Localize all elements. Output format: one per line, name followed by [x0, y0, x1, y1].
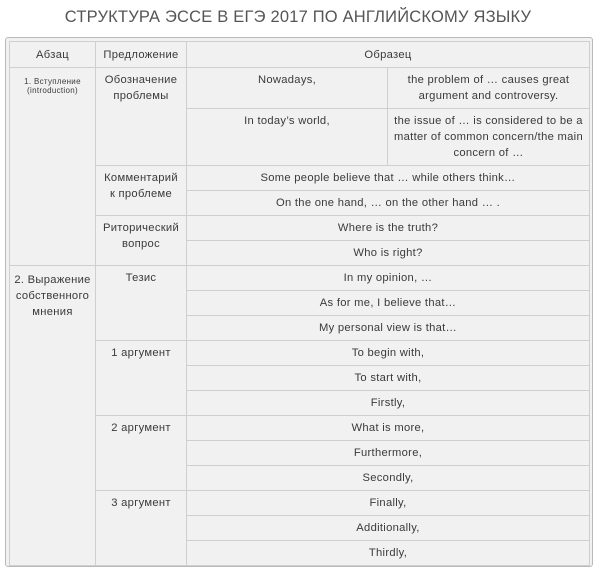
sentence-comment: Комментарий к проблеме — [96, 166, 187, 216]
sentence-arg1: 1 аргумент — [96, 341, 187, 416]
sample-cell: Thirdly, — [187, 541, 590, 566]
sample-cell: Where is the truth? — [187, 216, 590, 241]
sample-cell: Who is right? — [187, 241, 590, 266]
table-row — [10, 341, 590, 366]
sample-cell: Finally, — [187, 491, 590, 516]
sample-cell: Furthermore, — [187, 441, 590, 466]
sample-cell: Secondly, — [187, 466, 590, 491]
paragraph-2-cell: 2. Выражение собственного мнения — [10, 266, 96, 566]
sample-cell: To begin with, — [187, 341, 590, 366]
sample-cell: In today’s world, — [187, 109, 388, 166]
header-paragraph: Абзац — [10, 42, 96, 68]
table-row — [10, 68, 590, 109]
sample-cell: Firstly, — [187, 391, 590, 416]
table-row — [10, 266, 590, 291]
sentence-arg3: 3 аргумент — [96, 491, 187, 566]
sample-cell: Some people believe that … while others think… — [187, 166, 590, 191]
sample-cell: My personal view is that… — [187, 316, 590, 341]
page-title: СТРУКТУРА ЭССЕ В ЕГЭ 2017 ПО АНГЛИЙСКОМУ ЯЗЫКУ — [0, 8, 596, 27]
table-header-row — [10, 42, 590, 68]
paragraph-1-cell: 1. Вступление (introduction) — [10, 68, 96, 266]
sample-cell: To start with, — [187, 366, 590, 391]
sample-cell: Additionally, — [187, 516, 590, 541]
header-sample: Образец — [187, 42, 590, 68]
header-sentence: Предложение — [96, 42, 187, 68]
sentence-problem: Обозначение проблемы — [96, 68, 187, 166]
sample-cell: the problem of … causes great argument and controversy. — [388, 68, 590, 109]
essay-structure-table-frame — [5, 37, 593, 567]
table-row — [10, 491, 590, 516]
sentence-thesis: Тезис — [96, 266, 187, 341]
essay-structure-table — [9, 41, 590, 567]
sample-cell: What is more, — [187, 416, 590, 441]
sample-cell: On the one hand, … on the other hand … . — [187, 191, 590, 216]
table-row — [10, 166, 590, 191]
table-row — [10, 416, 590, 441]
sample-cell: In my opinion, … — [187, 266, 590, 291]
table-row — [10, 216, 590, 241]
sample-cell: As for me, I believe that… — [187, 291, 590, 316]
sentence-arg2: 2 аргумент — [96, 416, 187, 491]
sample-cell: Nowadays, — [187, 68, 388, 109]
sentence-rhetoric: Риторический вопрос — [96, 216, 187, 266]
sample-cell: the issue of … is considered to be a matter of common concern/the main concern of … — [388, 109, 590, 166]
